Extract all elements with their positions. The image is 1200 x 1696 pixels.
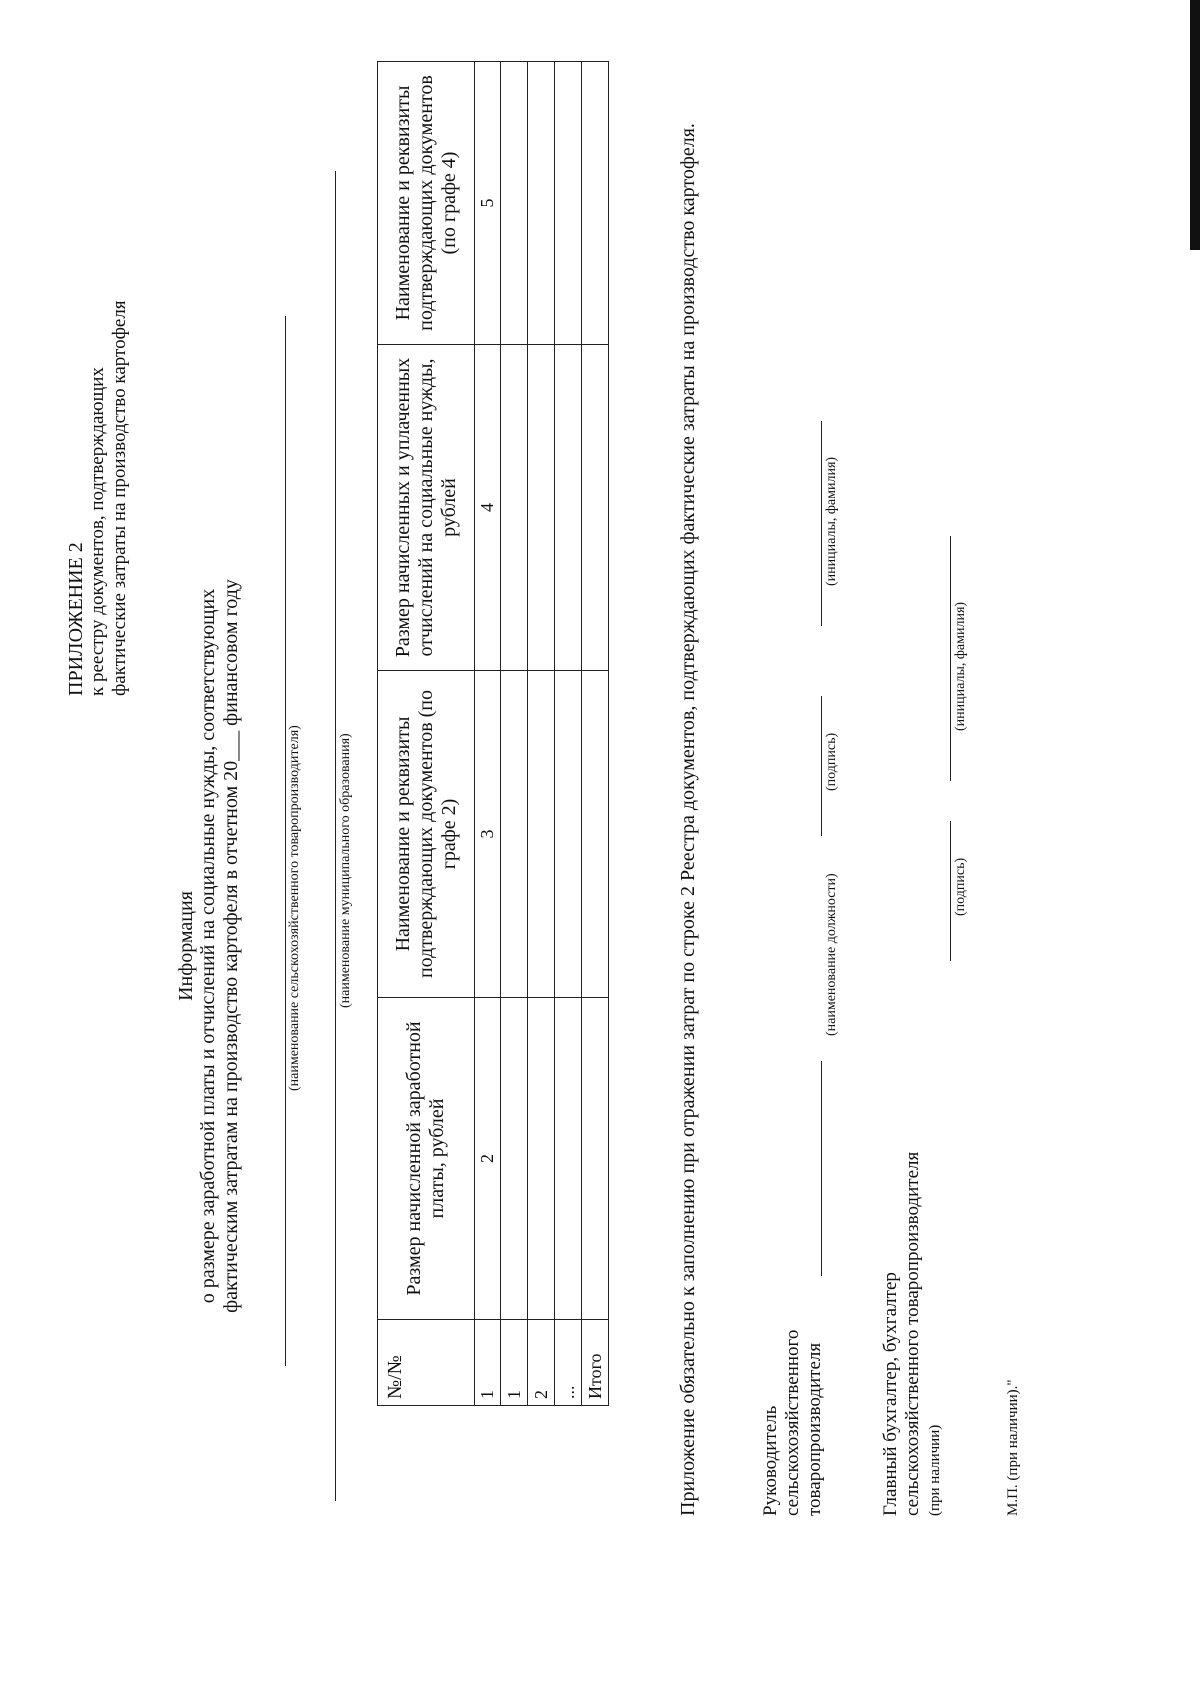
head-signature-line bbox=[821, 696, 822, 836]
table-cell bbox=[501, 345, 528, 671]
table-cell bbox=[582, 671, 609, 998]
head-initials-caption: (инициалы, фамилия) bbox=[824, 456, 839, 586]
head-label-line-3: товаропроизводителя bbox=[804, 1342, 825, 1516]
head-label-line-2: сельскохозяйственного bbox=[782, 1329, 803, 1516]
head-label-line-1: Руководитель bbox=[760, 1405, 781, 1516]
head-signature-caption: (подпись) bbox=[824, 732, 839, 791]
column-number-row bbox=[475, 62, 501, 1406]
stamp-placeholder: М.П. (при наличии)." bbox=[1005, 1379, 1021, 1516]
info-subtitle-line-1: о размере заработной платы и отчислений на социальные нужды, соответствующих bbox=[197, 588, 219, 1304]
header-salary-documents: Наименование и реквизиты подтверждающих документов (по графе 2) bbox=[378, 671, 475, 998]
accountant-label-line-2: сельскохозяйственного товаропроизводителя bbox=[902, 1151, 923, 1516]
table-cell bbox=[555, 998, 582, 1320]
municipality-name-caption: (наименование муниципального образования) bbox=[338, 733, 353, 1008]
table-cell bbox=[555, 345, 582, 671]
accountant-label-line-1: Главный бухгалтер, бухгалтер bbox=[880, 1272, 901, 1516]
appendix-title: ПРИЛОЖЕНИЕ 2 bbox=[65, 542, 87, 696]
accountant-signature-line bbox=[950, 821, 951, 961]
column-number: 5 bbox=[475, 62, 501, 345]
table-cell bbox=[528, 998, 555, 1320]
row-label: 1 bbox=[501, 1320, 528, 1406]
column-number: 3 bbox=[475, 671, 501, 998]
appendix-line-2: к реестру документов, подтверждающих bbox=[87, 367, 108, 696]
column-number: 2 bbox=[475, 998, 501, 1320]
table-cell bbox=[582, 345, 609, 671]
column-number: 4 bbox=[475, 345, 501, 671]
table-cell bbox=[528, 671, 555, 998]
table-cell bbox=[501, 998, 528, 1320]
municipality-name-line bbox=[335, 171, 336, 1501]
header-salary: Размер начисленной заработной платы, рублей bbox=[378, 998, 475, 1320]
accountant-signature-caption: (подпись) bbox=[953, 857, 968, 916]
table-row bbox=[501, 62, 528, 1406]
header-contribution-documents: Наименование и реквизиты подтверждающих документов (по графе 4) bbox=[378, 62, 475, 345]
producer-name-line bbox=[285, 316, 286, 1366]
info-subtitle-line-2: фактическим затратам на производство картофеля в отчетном 20___ финансовом году bbox=[220, 579, 242, 1313]
column-number: 1 bbox=[475, 1320, 501, 1406]
table-cell bbox=[582, 998, 609, 1320]
table-cell bbox=[555, 671, 582, 998]
info-title: Информация bbox=[175, 891, 197, 1001]
producer-name-caption: (наименование сельскохозяйственного товаропроизводителя) bbox=[287, 725, 302, 1091]
fill-in-note: Приложение обязательно к заполнению при отражении затрат по строке 2 Реестра документов, подтверждающих фактические затраты на производство картофеля. bbox=[677, 123, 699, 1516]
table-total-row bbox=[582, 62, 609, 1406]
table-cell bbox=[501, 671, 528, 998]
appendix-line-3: фактические затраты на производство картофеля bbox=[109, 300, 130, 696]
accountant-initials-caption: (инициалы, фамилия) bbox=[953, 601, 968, 731]
table-cell bbox=[528, 345, 555, 671]
header-social-contributions: Размер начисленных и уплаченных отчислений на социальные нужды, рублей bbox=[378, 345, 475, 671]
head-signature-label bbox=[760, 1330, 826, 1516]
expenses-table bbox=[377, 61, 609, 1406]
position-signature-line bbox=[821, 1061, 822, 1276]
table-row bbox=[555, 62, 582, 1406]
table-header-row bbox=[378, 62, 475, 1406]
accountant-label-line-3: (при наличии) bbox=[927, 1424, 943, 1516]
row-label: ... bbox=[555, 1320, 582, 1406]
table-row bbox=[528, 62, 555, 1406]
position-caption: (наименование должности) bbox=[824, 873, 839, 1036]
appendix-header bbox=[65, 300, 131, 696]
head-initials-line bbox=[821, 421, 822, 626]
table-cell bbox=[501, 62, 528, 345]
accountant-signature-label bbox=[880, 1152, 946, 1516]
table-cell bbox=[555, 62, 582, 345]
table-cell bbox=[528, 62, 555, 345]
row-label: 2 bbox=[528, 1320, 555, 1406]
header-number: №/№ bbox=[378, 1320, 475, 1406]
row-label-total: Итого bbox=[582, 1320, 609, 1406]
accountant-initials-line bbox=[950, 536, 951, 781]
table-cell bbox=[582, 62, 609, 345]
